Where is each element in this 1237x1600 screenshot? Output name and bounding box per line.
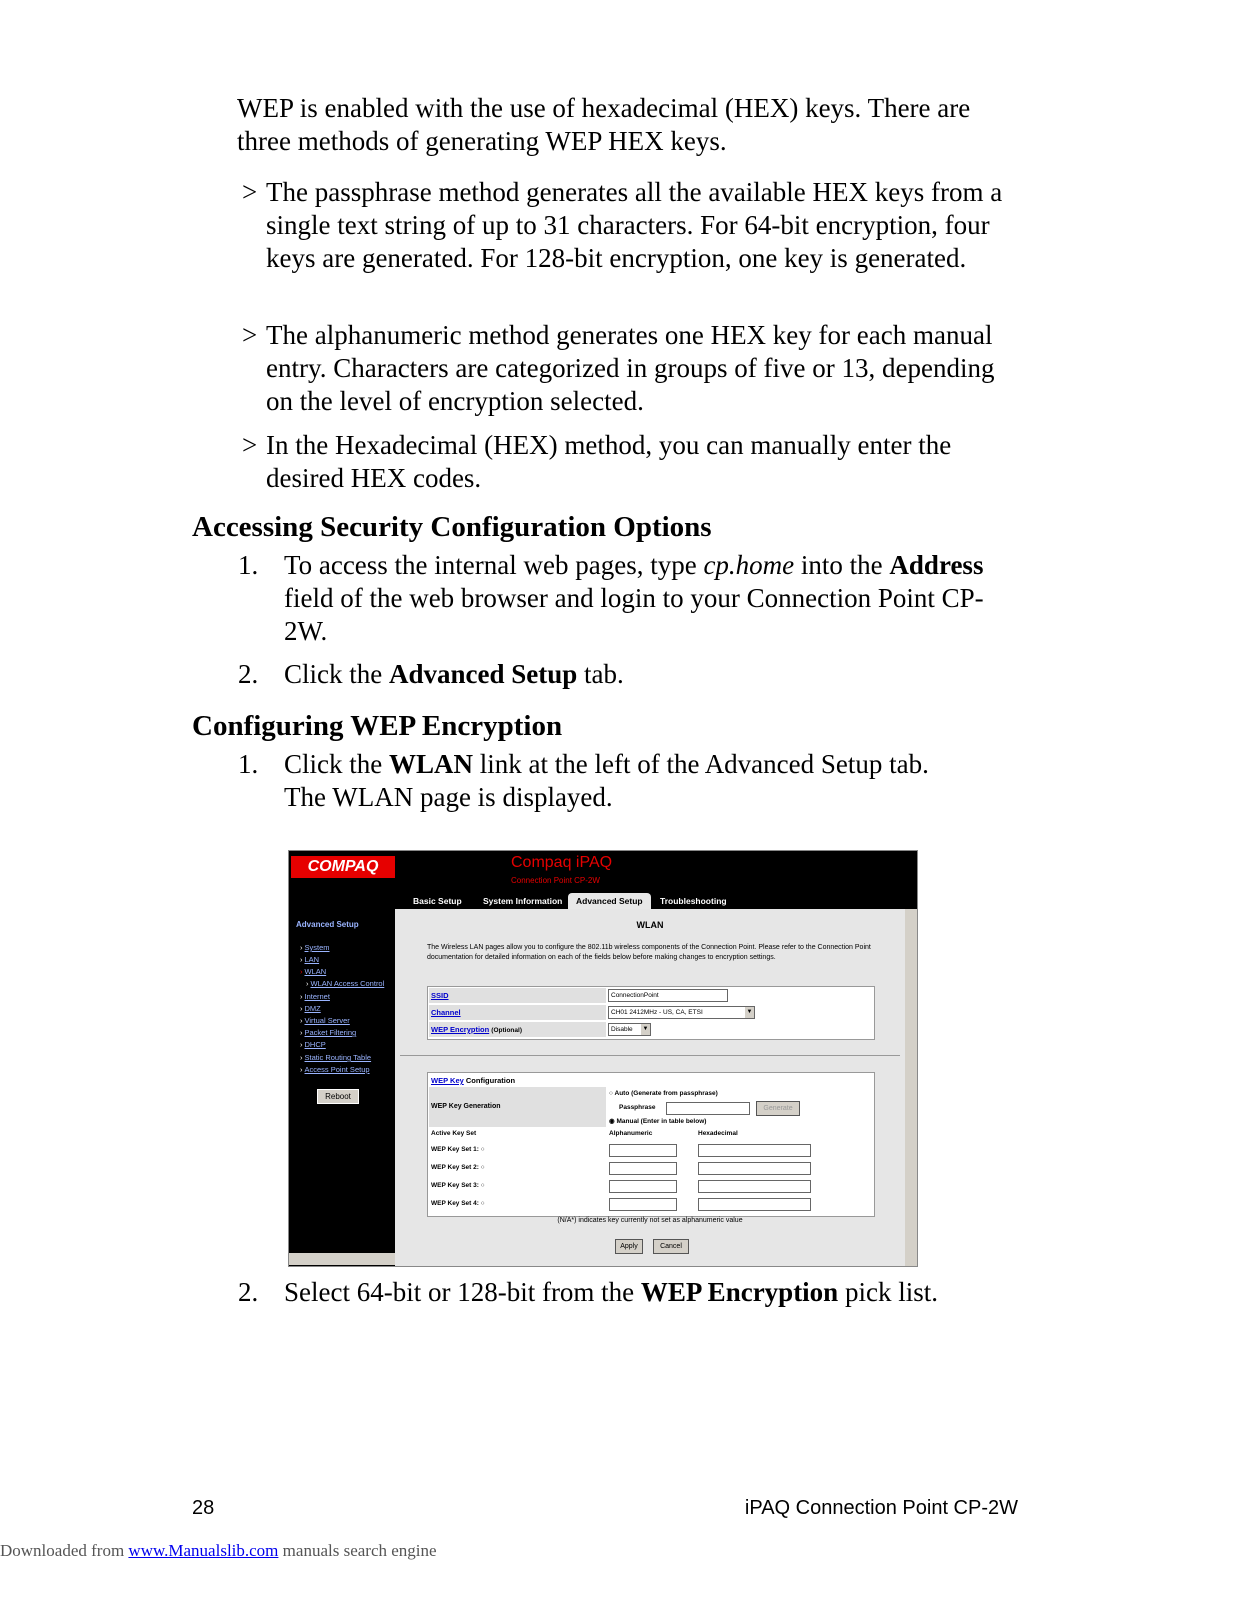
sidebar-item-wlan-access-control[interactable]: › WLAN Access Control: [306, 979, 385, 988]
tab-advanced-setup[interactable]: Advanced Setup: [568, 893, 651, 909]
sidebar-item-dhcp[interactable]: › DHCP: [300, 1040, 326, 1049]
channel-select[interactable]: CH01 2412MHz - US, CA, ETSI ▼: [608, 1006, 755, 1019]
step-number: 2.: [238, 1277, 259, 1307]
sidebar-item-dmz[interactable]: › DMZ: [300, 1004, 321, 1013]
sidebar-title: Advanced Setup: [296, 920, 359, 929]
bullet-text: The passphrase method generates all the available HEX keys from a single text string of up to 31 characters. For 64-bit encryption, four keys are generated. For 128-bit encryption, one key is generated.: [266, 177, 1003, 273]
passphrase-label: Passphrase: [619, 1104, 656, 1111]
key-set-4-label[interactable]: WEP Key Set 4: ○: [431, 1200, 485, 1207]
heading-accessing-security: Accessing Security Configuration Options: [192, 511, 712, 543]
ssid-field[interactable]: ConnectionPoint: [608, 989, 728, 1002]
running-footer-title: iPAQ Connection Point CP-2W: [744, 1497, 1018, 1519]
sidebar-item-system[interactable]: › System: [300, 943, 330, 952]
key-set-4-alpha[interactable]: [609, 1198, 677, 1211]
step-click-advanced: [238, 658, 1018, 691]
step-select-wep: [238, 1276, 1018, 1309]
step-click-wlan: [238, 748, 1018, 814]
step-text: Click the WLAN link at the left of the Advanced Setup tab. The WLAN page is displayed.: [284, 749, 929, 812]
horizontal-scrollbar[interactable]: [289, 1253, 395, 1265]
col-hexadecimal: Hexadecimal: [698, 1130, 738, 1137]
wep-encryption-select[interactable]: Disable ▼: [608, 1023, 651, 1036]
col-alphanumeric: Alphanumeric: [609, 1130, 653, 1137]
sidebar-item-wlan[interactable]: › WLAN: [300, 967, 327, 976]
bullet-hex: [242, 429, 1022, 495]
wep-key-config-table: [427, 1072, 875, 1217]
key-set-1-alpha[interactable]: [609, 1144, 677, 1157]
wep-encryption-link[interactable]: WEP Encryption: [431, 1025, 490, 1034]
auto-radio[interactable]: ○ Auto (Generate from passphrase): [609, 1090, 718, 1097]
sidebar-item-internet[interactable]: › Internet: [300, 992, 330, 1001]
page-number: 28: [192, 1497, 215, 1519]
key-set-2-hex[interactable]: [698, 1162, 811, 1175]
sidebar-item-lan[interactable]: › LAN: [300, 955, 320, 964]
bullet-text: In the Hexadecimal (HEX) method, you can manually enter the desired HEX codes.: [266, 430, 952, 493]
download-banner: Downloaded from www.Manualslib.com manuals search engine: [0, 1541, 437, 1560]
tab-system-information[interactable]: System Information: [483, 896, 563, 906]
brand-subtitle: Connection Point CP-2W: [511, 876, 600, 885]
reboot-button[interactable]: Reboot: [317, 1089, 359, 1104]
bullet-alphanumeric: [242, 319, 1022, 418]
wep-key-config-title: WEP Key Configuration: [431, 1076, 516, 1085]
wlan-screenshot: [288, 850, 918, 1267]
wlan-settings-table: [427, 986, 875, 1040]
divider: [400, 1055, 900, 1056]
step-number: 1.: [238, 550, 259, 580]
sidebar-item-access-point-setup[interactable]: › Access Point Setup: [300, 1065, 370, 1074]
bullet-marker: >: [242, 320, 258, 350]
chevron-down-icon: ▼: [745, 1007, 754, 1018]
sidebar-item-packet-filtering[interactable]: › Packet Filtering: [300, 1028, 357, 1037]
bullet-text: The alphanumeric method generates one HEX key for each manual entry. Characters are categorized in groups of five or 13, depending on the level of encryption selected.: [266, 320, 995, 416]
channel-link[interactable]: Channel: [431, 1008, 461, 1017]
generate-button[interactable]: Generate: [756, 1101, 800, 1116]
step-number: 2.: [238, 659, 259, 689]
apply-button[interactable]: Apply: [615, 1239, 643, 1254]
key-set-3-alpha[interactable]: [609, 1180, 677, 1193]
wlan-intro-text: The Wireless LAN pages allow you to configure the 802.11b wireless components of the Connection Point. Please refer to the Connection Point documentation for detailed information on each of the fields below before making changes to encryption settings.: [427, 944, 871, 961]
bullet-passphrase: [242, 176, 1022, 275]
key-set-3-hex[interactable]: [698, 1180, 811, 1193]
key-set-1-label[interactable]: WEP Key Set 1: ○: [431, 1146, 485, 1153]
passphrase-input[interactable]: [666, 1102, 750, 1115]
tab-troubleshooting[interactable]: Troubleshooting: [660, 896, 727, 906]
sidebar: [289, 909, 395, 1266]
wep-key-link[interactable]: WEP Key: [431, 1076, 464, 1085]
step-text: To access the internal web pages, type cp.home into the Address field of the web browser and login to your Connection Point CP-2W.: [284, 550, 984, 646]
step-text: Click the Advanced Setup tab.: [284, 659, 624, 689]
key-set-4-hex[interactable]: [698, 1198, 811, 1211]
step-access-web-pages: [238, 549, 1018, 648]
vertical-scrollbar[interactable]: [905, 909, 917, 1266]
step-number: 1.: [238, 749, 259, 779]
key-generation-label: WEP Key Generation: [431, 1103, 501, 1110]
sidebar-item-virtual-server[interactable]: › Virtual Server: [300, 1016, 350, 1025]
key-set-3-label[interactable]: WEP Key Set 3: ○: [431, 1182, 485, 1189]
header-bar: [289, 851, 917, 909]
manualslib-link[interactable]: www.Manualslib.com: [128, 1541, 279, 1560]
manual-radio[interactable]: ◉ Manual (Enter in table below): [609, 1118, 707, 1125]
page-title: WLAN: [636, 920, 664, 930]
ssid-link[interactable]: SSID: [431, 991, 449, 1000]
brand-title: Compaq iPAQ: [511, 854, 613, 871]
heading-configuring-wep: Configuring WEP Encryption: [192, 710, 563, 742]
bullet-marker: >: [242, 177, 258, 207]
bullet-marker: >: [242, 430, 258, 460]
main-panel: [395, 909, 905, 1266]
step-text: Select 64-bit or 128-bit from the WEP Encryption pick list.: [284, 1277, 938, 1307]
na-note: (N/A*) indicates key currently not set as alphanumeric value: [557, 1217, 743, 1224]
wep-encryption-label: WEP Encryption (Optional): [431, 1025, 522, 1034]
key-set-2-alpha[interactable]: [609, 1162, 677, 1175]
compaq-logo: COMPAQ: [291, 856, 395, 878]
sidebar-item-static-routing[interactable]: › Static Routing Table: [300, 1053, 372, 1062]
chevron-down-icon: ▼: [641, 1024, 650, 1035]
intro-paragraph: WEP is enabled with the use of hexadecimal (HEX) keys. There are three methods of generating WEP HEX keys.: [237, 93, 971, 156]
cancel-button[interactable]: Cancel: [653, 1239, 689, 1254]
col-active-key-set: Active Key Set: [431, 1130, 477, 1137]
tab-basic-setup[interactable]: Basic Setup: [413, 896, 462, 906]
key-set-2-label[interactable]: WEP Key Set 2: ○: [431, 1164, 485, 1171]
key-set-1-hex[interactable]: [698, 1144, 811, 1157]
